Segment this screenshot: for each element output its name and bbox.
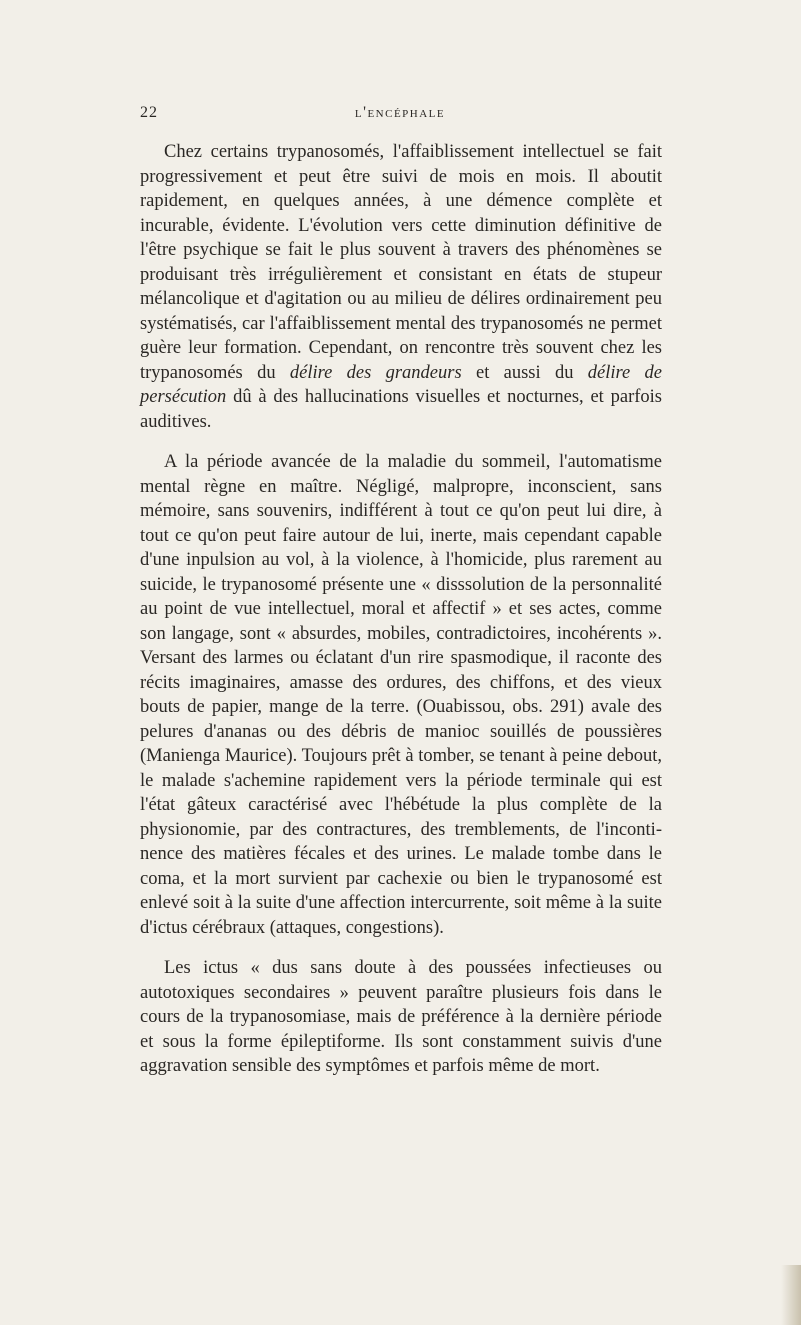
paragraph-2: A la période avancée de la maladie du sommeil, l'automatisme mental règne en maître. Négligé, malpropre, inconscient, sans mémoire, sans souvenirs, indifférent à tout ce qu'on peut lui dire, à tout ce qu'on peut faire autour de lui, inerte, mais cependant capable d'une inpulsion au vol, à la violence, à l'homicide, plus rarement au suicide, le trypanosomé présente une « disssolution de la personnalité au point de vue intellectuel, moral et affectif » et ses actes, comme son langage, sont « absurdes, mobiles, contradictoires, incohérents ». Versant des larmes ou éclatant d'un rire spasmodique, il raconte des récits imaginaires, amasse des ordures, des chiffons, et des vieux bouts de papier, mange de la terre. (Ouabissou, obs. 291) avale des pelures d'ananas ou des débris de manioc souillés de poussières (Manienga Maurice). Toujours prêt à tomber, se tenant à peine debout, le malade s'achemine rapidement vers la période terminale qui est l'état gâteux caractérisé avec l'hébétude la plus complète de la physionomie, par des contractures, des tremblements, de l'incontinence des matières fécales et des urines. Le malade tombe dans le coma, et la mort survient par cachexie ou bien le trypanosomé est enlevé soit à la suite d'une affection intercurrente, soit même à la suite d'ictus cérébraux (attaques, congestions).	[140, 452, 662, 938]
paragraph-1-part-3: dû à des hallucinations visuelles et nocturnes, et parfois auditives.	[140, 387, 662, 432]
body-text	[140, 140, 662, 1095]
page-number: 22	[140, 104, 158, 121]
paragraph-1-part-2: et aussi du	[461, 362, 588, 383]
paragraph-1-part-1: Chez certains trypanosomés, l'affaiblissement intellectuel se fait progressivement et peut être suivi de mois en mois. Il aboutit rapidement, en quelques années, à une démence complète et incurable, évidente. L'évolution vers cette diminution définitive de l'être psychique se fait le plus souvent à travers des phénomènes se produisant très irrégulièrement et consistant en états de stupeur mélancolique et d'agitation ou au milieu de délires ordinairement peu systématisés, car l'affaiblissement mental des trypanosomés ne permet guère leur formation. Cependant, on rencontre très souvent chez les trypanosomés du	[140, 142, 662, 383]
chapter-title: l'encéphale	[354, 104, 446, 121]
page-corner-shadow	[781, 1265, 801, 1325]
italic-term-delire-de-persecution: délire de persécution	[140, 362, 662, 407]
paragraph-3: Les ictus « dus sans doute à des poussées infectieuses ou autotoxiques secondaires » peuvent paraître plusieurs fois dans le cours de la trypanosomiase, mais de préférence à la dernière période et sous la forme épileptiforme. Ils sont constamment suivis d'une aggravation sensible des symptômes et parfois même de mort.	[140, 958, 662, 1076]
running-head	[140, 104, 660, 128]
paragraph-1	[140, 140, 662, 434]
italic-term-delire-des-grandeurs: délire des grandeurs	[289, 362, 462, 383]
